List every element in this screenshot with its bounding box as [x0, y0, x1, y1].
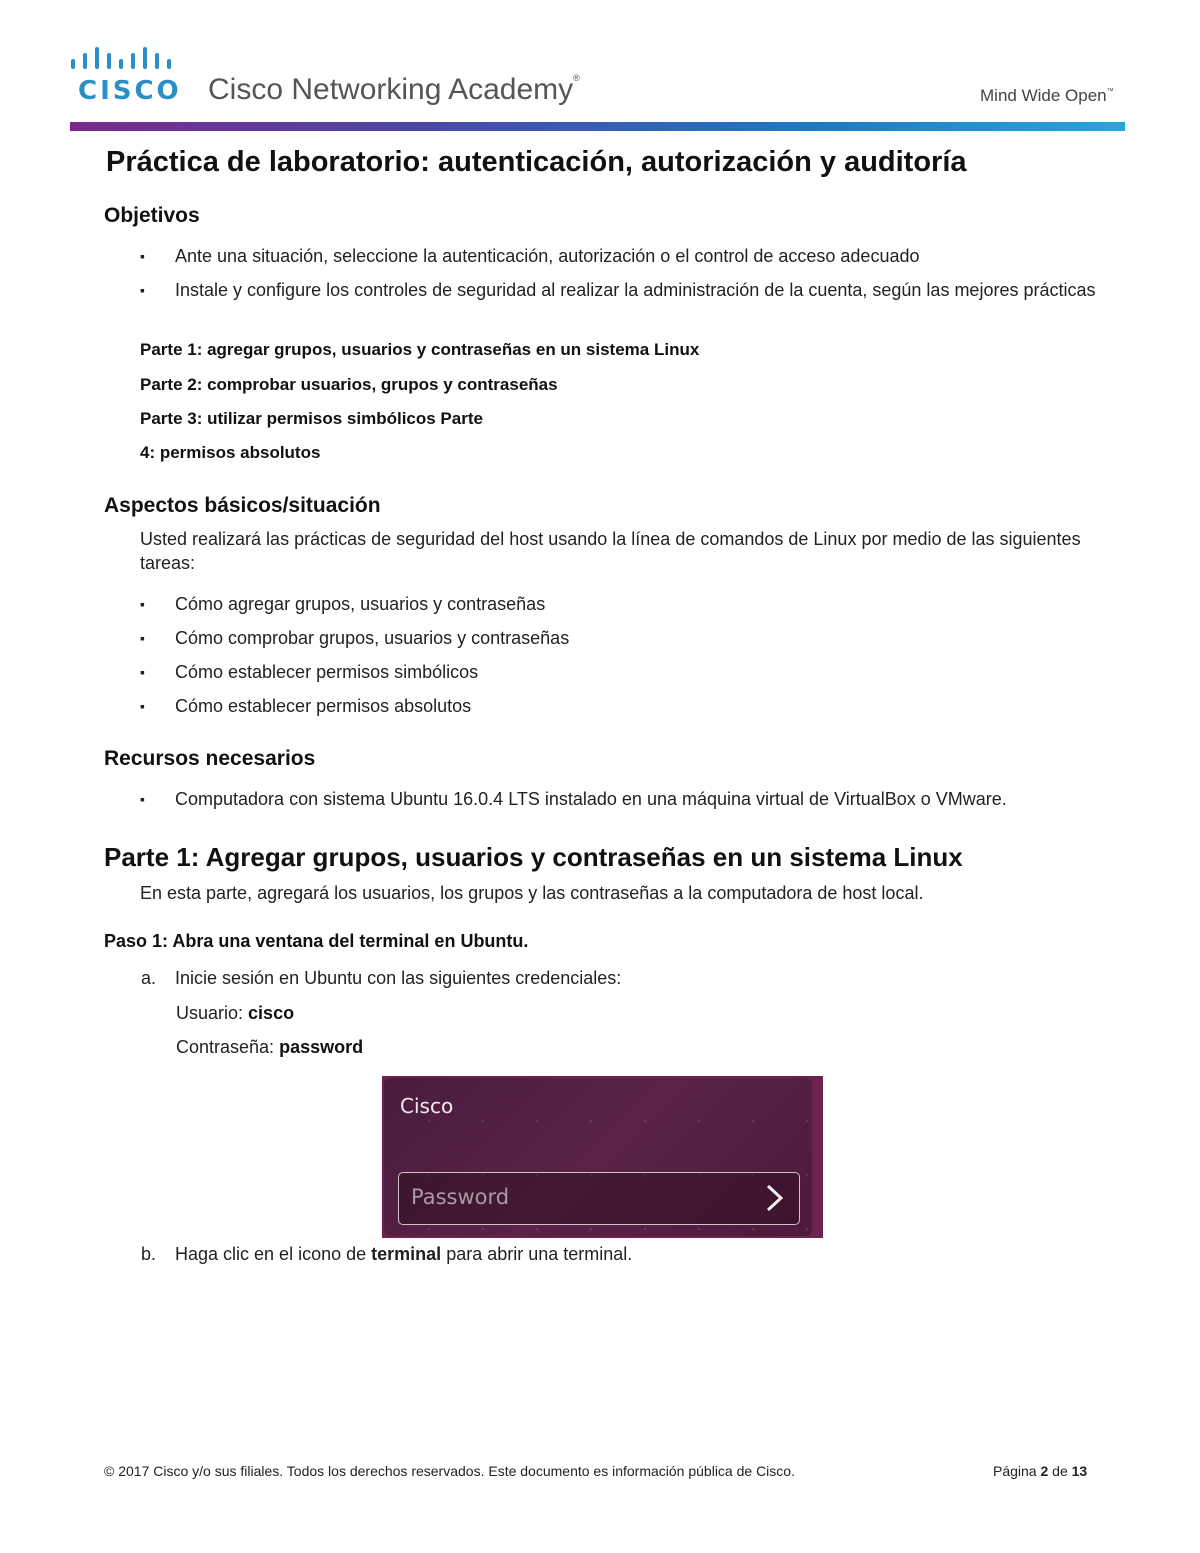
- bullet-icon: ▪: [140, 698, 145, 714]
- cisco-bars-logo: [70, 45, 180, 75]
- ubuntu-login-screenshot: [382, 1076, 823, 1238]
- login-password-field: [398, 1172, 800, 1225]
- list-item: ▪ Cómo establecer permisos simbólicos: [140, 662, 479, 682]
- password-credential: Contraseña: password: [176, 1037, 364, 1057]
- bullet-icon: ▪: [140, 664, 145, 680]
- list-item: ▪ Cómo agregar grupos, usuarios y contraseñas: [140, 594, 546, 614]
- list-item: ▪ Instale y configure los controles de seguridad al realizar la administración de la cuenta, según las mejores prácticas: [140, 280, 1096, 300]
- bullet-icon: ▪: [140, 248, 145, 264]
- bullet-icon: ▪: [140, 596, 145, 612]
- password-placeholder: Password: [411, 1185, 510, 1209]
- step-a-text: Inicie sesión en Ubuntu con las siguientes credenciales:: [175, 968, 622, 988]
- user-credential: Usuario: cisco: [176, 1003, 295, 1023]
- login-username: Cisco: [400, 1094, 454, 1118]
- aspectos-heading: Aspectos básicos/situación: [104, 494, 381, 517]
- parte1-intro: En esta parte, agregará los usuarios, los grupos y las contraseñas a la computadora de host local.: [140, 883, 924, 903]
- step-b-text: Haga clic en el icono de terminal para abrir una terminal.: [175, 1244, 633, 1264]
- page-title: Práctica de laboratorio: autenticación, autorización y auditoría: [106, 146, 967, 178]
- part-2-objective: Parte 2: comprobar usuarios, grupos y contraseñas: [140, 375, 558, 394]
- parte1-heading: Parte 1: Agregar grupos, usuarios y contraseñas en un sistema Linux: [104, 842, 963, 872]
- chevron-right-icon: [759, 1183, 789, 1213]
- cisco-logo-text: CISCO: [78, 76, 182, 106]
- list-item: ▪ Cómo establecer permisos absolutos: [140, 696, 472, 716]
- paso1-heading: Paso 1: Abra una ventana del terminal en Ubuntu.: [104, 931, 529, 951]
- academy-name: Cisco Networking Academy®: [208, 73, 580, 106]
- list-item: ▪ Computadora con sistema Ubuntu 16.0.4 LTS instalado en una máquina virtual de VirtualBox o VMware.: [140, 789, 1007, 809]
- login-panel: [384, 1078, 812, 1236]
- bullet-icon: ▪: [140, 630, 145, 646]
- tagline: Mind Wide Open™: [980, 86, 1114, 105]
- bullet-icon: ▪: [140, 791, 145, 807]
- aspectos-intro: Usted realizará las prácticas de seguridad del host usando la línea de comandos de Linux por medio de las siguientes tareas:: [140, 529, 1081, 573]
- step-a-letter: a.: [141, 968, 157, 988]
- list-item: ▪ Ante una situación, seleccione la autenticación, autorización o el control de acceso adecuado: [140, 246, 920, 266]
- header-gradient-rule: [70, 122, 1125, 131]
- objetivos-heading: Objetivos: [104, 204, 200, 227]
- part-1-objective: Parte 1: agregar grupos, usuarios y contraseñas en un sistema Linux: [140, 340, 700, 359]
- footer-copyright: © 2017 Cisco y/o sus filiales. Todos los derechos reservados. Este documento es información pública de Cisco.: [104, 1463, 795, 1479]
- part-4-objective: 4: permisos absolutos: [140, 443, 321, 462]
- step-b-letter: b.: [141, 1244, 157, 1264]
- recursos-heading: Recursos necesarios: [104, 747, 316, 770]
- part-3-objective: Parte 3: utilizar permisos simbólicos Parte: [140, 409, 483, 428]
- page-number: Página 2 de 13: [993, 1463, 1088, 1479]
- bullet-icon: ▪: [140, 282, 145, 298]
- list-item: ▪ Cómo comprobar grupos, usuarios y contraseñas: [140, 628, 570, 648]
